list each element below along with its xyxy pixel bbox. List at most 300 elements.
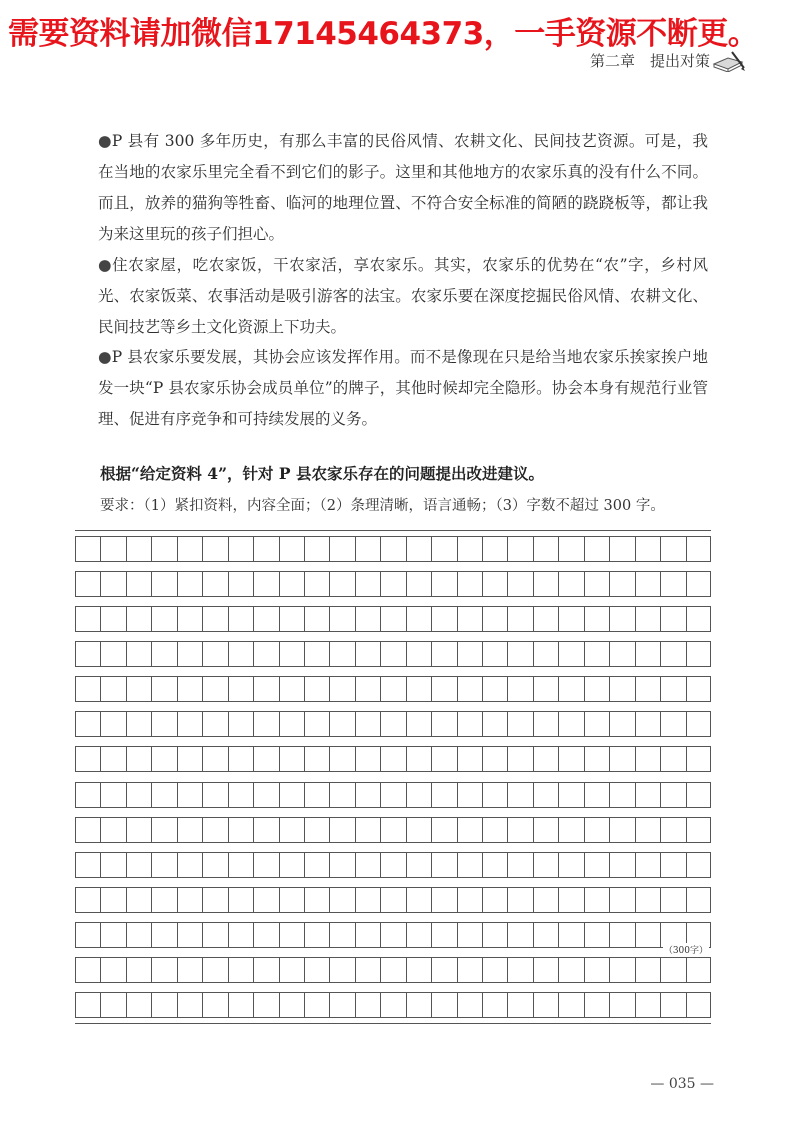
grid-cell[interactable] bbox=[100, 606, 125, 632]
grid-cell[interactable] bbox=[75, 852, 100, 878]
grid-cell[interactable] bbox=[482, 676, 507, 702]
grid-cell[interactable] bbox=[329, 606, 354, 632]
grid-cell[interactable] bbox=[228, 571, 253, 597]
grid-cell[interactable] bbox=[635, 957, 660, 983]
grid-cell[interactable] bbox=[431, 746, 456, 772]
grid-cell[interactable] bbox=[533, 992, 558, 1018]
grid-cell[interactable] bbox=[660, 782, 685, 808]
grid-cell[interactable] bbox=[75, 536, 100, 562]
grid-cell[interactable] bbox=[202, 957, 227, 983]
grid-cell[interactable] bbox=[151, 571, 176, 597]
grid-cell[interactable] bbox=[75, 782, 100, 808]
grid-cell[interactable] bbox=[635, 852, 660, 878]
grid-cell[interactable] bbox=[75, 817, 100, 843]
grid-cell[interactable] bbox=[380, 746, 405, 772]
grid-cell[interactable] bbox=[329, 887, 354, 913]
grid-cell[interactable] bbox=[228, 957, 253, 983]
grid-cell[interactable] bbox=[279, 536, 304, 562]
grid-cell[interactable] bbox=[457, 746, 482, 772]
grid-cell[interactable] bbox=[304, 817, 329, 843]
grid-cell[interactable] bbox=[686, 746, 711, 772]
grid-cell[interactable] bbox=[329, 957, 354, 983]
grid-cell[interactable] bbox=[609, 922, 634, 948]
grid-cell[interactable] bbox=[202, 887, 227, 913]
grid-cell[interactable] bbox=[584, 957, 609, 983]
grid-cell[interactable] bbox=[584, 992, 609, 1018]
grid-cell[interactable] bbox=[558, 676, 583, 702]
grid-cell[interactable] bbox=[457, 641, 482, 667]
grid-cell[interactable] bbox=[457, 817, 482, 843]
grid-cell[interactable] bbox=[482, 746, 507, 772]
grid-cell[interactable] bbox=[609, 536, 634, 562]
grid-cell[interactable] bbox=[406, 606, 431, 632]
grid-cell[interactable] bbox=[228, 817, 253, 843]
grid-cell[interactable] bbox=[253, 782, 278, 808]
grid-cell[interactable] bbox=[126, 782, 151, 808]
grid-cell[interactable] bbox=[279, 641, 304, 667]
grid-cell[interactable] bbox=[253, 957, 278, 983]
grid-cell[interactable] bbox=[177, 782, 202, 808]
grid-cell[interactable] bbox=[279, 992, 304, 1018]
answer-grid[interactable] bbox=[75, 530, 711, 1024]
grid-cell[interactable] bbox=[482, 641, 507, 667]
grid-cell[interactable] bbox=[609, 676, 634, 702]
grid-cell[interactable] bbox=[406, 992, 431, 1018]
grid-cell[interactable] bbox=[177, 852, 202, 878]
grid-cell[interactable] bbox=[279, 957, 304, 983]
grid-cell[interactable] bbox=[329, 992, 354, 1018]
grid-cell[interactable] bbox=[558, 992, 583, 1018]
grid-cell[interactable] bbox=[609, 957, 634, 983]
grid-cell[interactable] bbox=[660, 571, 685, 597]
grid-cell[interactable] bbox=[406, 746, 431, 772]
grid-cell[interactable] bbox=[584, 676, 609, 702]
grid-cell[interactable] bbox=[635, 711, 660, 737]
grid-cell[interactable] bbox=[686, 606, 711, 632]
grid-cell[interactable] bbox=[431, 817, 456, 843]
grid-cell[interactable] bbox=[558, 922, 583, 948]
grid-cell[interactable] bbox=[431, 536, 456, 562]
grid-cell[interactable] bbox=[202, 746, 227, 772]
grid-cell[interactable] bbox=[660, 957, 685, 983]
grid-cell[interactable] bbox=[202, 571, 227, 597]
grid-cell[interactable] bbox=[609, 641, 634, 667]
grid-cell[interactable] bbox=[558, 641, 583, 667]
grid-cell[interactable] bbox=[507, 992, 532, 1018]
grid-cell[interactable] bbox=[202, 817, 227, 843]
grid-cell[interactable] bbox=[304, 957, 329, 983]
grid-cell[interactable] bbox=[533, 817, 558, 843]
grid-cell[interactable] bbox=[482, 887, 507, 913]
grid-cell[interactable] bbox=[482, 957, 507, 983]
grid-cell[interactable] bbox=[355, 711, 380, 737]
grid-cell[interactable] bbox=[75, 676, 100, 702]
grid-cell[interactable] bbox=[686, 571, 711, 597]
grid-cell[interactable] bbox=[100, 992, 125, 1018]
grid-cell[interactable] bbox=[558, 711, 583, 737]
grid-cell[interactable] bbox=[253, 536, 278, 562]
grid-cell[interactable] bbox=[177, 571, 202, 597]
grid-cell[interactable] bbox=[329, 536, 354, 562]
grid-cell[interactable] bbox=[177, 676, 202, 702]
grid-cell[interactable] bbox=[507, 571, 532, 597]
grid-cell[interactable] bbox=[177, 957, 202, 983]
grid-cell[interactable] bbox=[126, 536, 151, 562]
grid-cell[interactable] bbox=[228, 922, 253, 948]
grid-cell[interactable] bbox=[380, 992, 405, 1018]
grid-cell[interactable] bbox=[457, 957, 482, 983]
grid-cell[interactable] bbox=[126, 606, 151, 632]
grid-cell[interactable] bbox=[660, 676, 685, 702]
grid-cell[interactable] bbox=[355, 746, 380, 772]
grid-cell[interactable] bbox=[304, 887, 329, 913]
grid-cell[interactable] bbox=[75, 571, 100, 597]
grid-cell[interactable] bbox=[304, 852, 329, 878]
grid-cell[interactable] bbox=[584, 852, 609, 878]
grid-cell[interactable] bbox=[507, 676, 532, 702]
grid-cell[interactable] bbox=[482, 782, 507, 808]
grid-cell[interactable] bbox=[686, 887, 711, 913]
grid-cell[interactable] bbox=[355, 817, 380, 843]
grid-cell[interactable] bbox=[609, 992, 634, 1018]
grid-cell[interactable] bbox=[126, 817, 151, 843]
grid-cell[interactable] bbox=[228, 852, 253, 878]
grid-cell[interactable] bbox=[431, 606, 456, 632]
grid-cell[interactable] bbox=[75, 957, 100, 983]
grid-cell[interactable] bbox=[304, 711, 329, 737]
grid-cell[interactable] bbox=[126, 992, 151, 1018]
grid-cell[interactable] bbox=[558, 817, 583, 843]
grid-cell[interactable] bbox=[100, 676, 125, 702]
grid-cell[interactable] bbox=[457, 676, 482, 702]
grid-cell[interactable] bbox=[533, 641, 558, 667]
grid-cell[interactable] bbox=[558, 852, 583, 878]
grid-cell[interactable] bbox=[126, 887, 151, 913]
grid-cell[interactable] bbox=[406, 852, 431, 878]
grid-cell[interactable] bbox=[228, 887, 253, 913]
grid-cell[interactable] bbox=[584, 571, 609, 597]
grid-cell[interactable] bbox=[177, 922, 202, 948]
grid-cell[interactable] bbox=[355, 782, 380, 808]
grid-cell[interactable] bbox=[558, 606, 583, 632]
grid-cell[interactable] bbox=[457, 852, 482, 878]
grid-cell[interactable] bbox=[253, 992, 278, 1018]
grid-cell[interactable] bbox=[228, 606, 253, 632]
grid-cell[interactable] bbox=[482, 852, 507, 878]
grid-cell[interactable] bbox=[177, 641, 202, 667]
grid-cell[interactable] bbox=[228, 536, 253, 562]
grid-cell[interactable] bbox=[126, 676, 151, 702]
grid-cell[interactable] bbox=[609, 571, 634, 597]
grid-cell[interactable] bbox=[660, 641, 685, 667]
grid-cell[interactable] bbox=[635, 922, 660, 948]
grid-cell[interactable] bbox=[177, 887, 202, 913]
grid-cell[interactable] bbox=[584, 536, 609, 562]
grid-cell[interactable] bbox=[431, 782, 456, 808]
grid-cell[interactable] bbox=[151, 641, 176, 667]
grid-cell[interactable] bbox=[100, 746, 125, 772]
grid-cell[interactable] bbox=[558, 887, 583, 913]
grid-cell[interactable] bbox=[635, 606, 660, 632]
grid-cell[interactable] bbox=[279, 852, 304, 878]
grid-cell[interactable] bbox=[100, 641, 125, 667]
grid-cell[interactable] bbox=[100, 887, 125, 913]
grid-cell[interactable] bbox=[635, 782, 660, 808]
grid-cell[interactable] bbox=[100, 817, 125, 843]
grid-cell[interactable] bbox=[558, 571, 583, 597]
grid-cell[interactable] bbox=[660, 606, 685, 632]
grid-cell[interactable] bbox=[151, 782, 176, 808]
grid-cell[interactable] bbox=[431, 957, 456, 983]
grid-cell[interactable] bbox=[431, 852, 456, 878]
grid-cell[interactable] bbox=[279, 606, 304, 632]
grid-cell[interactable] bbox=[584, 922, 609, 948]
grid-cell[interactable] bbox=[686, 536, 711, 562]
grid-cell[interactable] bbox=[482, 536, 507, 562]
grid-cell[interactable] bbox=[609, 852, 634, 878]
grid-cell[interactable] bbox=[75, 922, 100, 948]
grid-cell[interactable] bbox=[533, 606, 558, 632]
grid-cell[interactable] bbox=[253, 641, 278, 667]
grid-cell[interactable] bbox=[482, 711, 507, 737]
grid-cell[interactable] bbox=[609, 746, 634, 772]
grid-cell[interactable] bbox=[380, 957, 405, 983]
grid-cell[interactable] bbox=[686, 957, 711, 983]
grid-cell[interactable] bbox=[329, 641, 354, 667]
grid-cell[interactable] bbox=[558, 782, 583, 808]
grid-cell[interactable] bbox=[75, 641, 100, 667]
grid-cell[interactable] bbox=[686, 641, 711, 667]
grid-cell[interactable] bbox=[253, 746, 278, 772]
grid-cell[interactable] bbox=[355, 992, 380, 1018]
grid-cell[interactable] bbox=[329, 571, 354, 597]
grid-cell[interactable] bbox=[686, 992, 711, 1018]
grid-cell[interactable] bbox=[75, 887, 100, 913]
grid-cell[interactable] bbox=[609, 817, 634, 843]
grid-cell[interactable] bbox=[329, 852, 354, 878]
grid-cell[interactable] bbox=[75, 606, 100, 632]
grid-cell[interactable] bbox=[533, 571, 558, 597]
grid-cell[interactable] bbox=[686, 852, 711, 878]
grid-cell[interactable] bbox=[406, 957, 431, 983]
grid-cell[interactable] bbox=[202, 676, 227, 702]
grid-cell[interactable] bbox=[406, 817, 431, 843]
grid-cell[interactable] bbox=[609, 887, 634, 913]
grid-cell[interactable] bbox=[126, 711, 151, 737]
grid-cell[interactable] bbox=[304, 536, 329, 562]
grid-cell[interactable] bbox=[457, 782, 482, 808]
grid-cell[interactable] bbox=[75, 746, 100, 772]
grid-cell[interactable] bbox=[457, 606, 482, 632]
grid-cell[interactable] bbox=[431, 641, 456, 667]
grid-cell[interactable] bbox=[329, 817, 354, 843]
grid-cell[interactable] bbox=[482, 606, 507, 632]
grid-cell[interactable] bbox=[304, 606, 329, 632]
grid-cell[interactable] bbox=[279, 571, 304, 597]
grid-cell[interactable] bbox=[406, 887, 431, 913]
grid-cell[interactable] bbox=[660, 746, 685, 772]
grid-cell[interactable] bbox=[635, 817, 660, 843]
grid-cell[interactable] bbox=[304, 922, 329, 948]
grid-cell[interactable] bbox=[686, 711, 711, 737]
grid-cell[interactable] bbox=[177, 992, 202, 1018]
grid-cell[interactable] bbox=[406, 782, 431, 808]
grid-cell[interactable] bbox=[635, 571, 660, 597]
grid-cell[interactable] bbox=[406, 676, 431, 702]
grid-cell[interactable] bbox=[380, 641, 405, 667]
grid-cell[interactable] bbox=[202, 536, 227, 562]
grid-cell[interactable] bbox=[100, 711, 125, 737]
grid-cell[interactable] bbox=[355, 887, 380, 913]
grid-cell[interactable] bbox=[380, 852, 405, 878]
grid-cell[interactable] bbox=[355, 676, 380, 702]
grid-cell[interactable] bbox=[507, 746, 532, 772]
grid-cell[interactable] bbox=[507, 606, 532, 632]
grid-cell[interactable] bbox=[304, 992, 329, 1018]
grid-cell[interactable] bbox=[660, 711, 685, 737]
grid-cell[interactable] bbox=[380, 782, 405, 808]
grid-cell[interactable] bbox=[507, 957, 532, 983]
grid-cell[interactable] bbox=[635, 536, 660, 562]
grid-cell[interactable] bbox=[253, 922, 278, 948]
grid-cell[interactable] bbox=[609, 711, 634, 737]
grid-cell[interactable] bbox=[431, 676, 456, 702]
grid-cell[interactable] bbox=[279, 746, 304, 772]
grid-cell[interactable] bbox=[177, 746, 202, 772]
grid-cell[interactable] bbox=[558, 746, 583, 772]
grid-cell[interactable] bbox=[406, 922, 431, 948]
grid-cell[interactable] bbox=[482, 992, 507, 1018]
grid-cell[interactable] bbox=[253, 676, 278, 702]
grid-cell[interactable] bbox=[431, 992, 456, 1018]
grid-cell[interactable] bbox=[100, 922, 125, 948]
grid-cell[interactable] bbox=[686, 676, 711, 702]
grid-cell[interactable] bbox=[431, 887, 456, 913]
grid-cell[interactable] bbox=[202, 852, 227, 878]
grid-cell[interactable] bbox=[533, 887, 558, 913]
grid-cell[interactable] bbox=[100, 852, 125, 878]
grid-cell[interactable] bbox=[228, 746, 253, 772]
grid-cell[interactable] bbox=[660, 852, 685, 878]
grid-cell[interactable] bbox=[457, 887, 482, 913]
grid-cell[interactable] bbox=[177, 536, 202, 562]
grid-cell[interactable] bbox=[75, 992, 100, 1018]
grid-cell[interactable] bbox=[355, 922, 380, 948]
grid-cell[interactable] bbox=[533, 782, 558, 808]
grid-cell[interactable] bbox=[228, 711, 253, 737]
grid-cell[interactable] bbox=[329, 711, 354, 737]
grid-cell[interactable] bbox=[406, 571, 431, 597]
grid-cell[interactable] bbox=[304, 641, 329, 667]
grid-cell[interactable] bbox=[304, 782, 329, 808]
grid-cell[interactable] bbox=[100, 782, 125, 808]
grid-cell[interactable] bbox=[380, 606, 405, 632]
grid-cell[interactable] bbox=[151, 887, 176, 913]
grid-cell[interactable] bbox=[253, 571, 278, 597]
grid-cell[interactable] bbox=[177, 817, 202, 843]
grid-cell[interactable] bbox=[660, 992, 685, 1018]
grid-cell[interactable] bbox=[253, 711, 278, 737]
grid-cell[interactable] bbox=[151, 922, 176, 948]
grid-cell[interactable] bbox=[202, 922, 227, 948]
grid-cell[interactable] bbox=[126, 641, 151, 667]
grid-cell[interactable] bbox=[151, 746, 176, 772]
grid-cell[interactable] bbox=[126, 571, 151, 597]
grid-cell[interactable] bbox=[151, 852, 176, 878]
grid-cell[interactable] bbox=[355, 536, 380, 562]
grid-cell[interactable] bbox=[457, 922, 482, 948]
grid-cell[interactable] bbox=[609, 606, 634, 632]
grid-cell[interactable] bbox=[380, 536, 405, 562]
grid-cell[interactable] bbox=[482, 817, 507, 843]
grid-cell[interactable] bbox=[151, 676, 176, 702]
grid-cell[interactable] bbox=[355, 606, 380, 632]
grid-cell[interactable] bbox=[279, 922, 304, 948]
grid-cell[interactable] bbox=[151, 957, 176, 983]
grid-cell[interactable] bbox=[355, 571, 380, 597]
grid-cell[interactable] bbox=[126, 957, 151, 983]
grid-cell[interactable] bbox=[635, 746, 660, 772]
grid-cell[interactable] bbox=[533, 852, 558, 878]
grid-cell[interactable] bbox=[507, 782, 532, 808]
grid-cell[interactable] bbox=[533, 957, 558, 983]
grid-cell[interactable] bbox=[253, 817, 278, 843]
grid-cell[interactable] bbox=[584, 606, 609, 632]
grid-cell[interactable] bbox=[304, 676, 329, 702]
grid-cell[interactable] bbox=[151, 992, 176, 1018]
grid-cell[interactable] bbox=[507, 817, 532, 843]
grid-cell[interactable] bbox=[533, 746, 558, 772]
grid-cell[interactable] bbox=[380, 817, 405, 843]
grid-cell[interactable] bbox=[126, 852, 151, 878]
grid-cell[interactable] bbox=[635, 641, 660, 667]
grid-cell[interactable] bbox=[533, 676, 558, 702]
grid-cell[interactable] bbox=[686, 782, 711, 808]
grid-cell[interactable] bbox=[253, 606, 278, 632]
grid-cell[interactable] bbox=[100, 957, 125, 983]
grid-cell[interactable] bbox=[380, 922, 405, 948]
grid-cell[interactable] bbox=[431, 922, 456, 948]
grid-cell[interactable] bbox=[609, 782, 634, 808]
grid-cell[interactable] bbox=[457, 992, 482, 1018]
grid-cell[interactable] bbox=[660, 536, 685, 562]
grid-cell[interactable] bbox=[533, 922, 558, 948]
grid-cell[interactable] bbox=[202, 711, 227, 737]
grid-cell[interactable] bbox=[584, 746, 609, 772]
grid-cell[interactable] bbox=[126, 746, 151, 772]
grid-cell[interactable] bbox=[406, 711, 431, 737]
grid-cell[interactable] bbox=[75, 711, 100, 737]
grid-cell[interactable] bbox=[202, 992, 227, 1018]
grid-cell[interactable] bbox=[584, 817, 609, 843]
grid-cell[interactable] bbox=[355, 852, 380, 878]
grid-cell[interactable] bbox=[177, 606, 202, 632]
grid-cell[interactable] bbox=[355, 957, 380, 983]
grid-cell[interactable] bbox=[202, 782, 227, 808]
grid-cell[interactable] bbox=[380, 676, 405, 702]
grid-cell[interactable] bbox=[100, 536, 125, 562]
grid-cell[interactable] bbox=[126, 922, 151, 948]
grid-cell[interactable] bbox=[151, 711, 176, 737]
grid-cell[interactable] bbox=[584, 711, 609, 737]
grid-cell[interactable] bbox=[151, 817, 176, 843]
grid-cell[interactable] bbox=[507, 922, 532, 948]
grid-cell[interactable] bbox=[279, 782, 304, 808]
grid-cell[interactable] bbox=[202, 641, 227, 667]
grid-cell[interactable] bbox=[507, 852, 532, 878]
grid-cell[interactable] bbox=[177, 711, 202, 737]
grid-cell[interactable] bbox=[660, 817, 685, 843]
